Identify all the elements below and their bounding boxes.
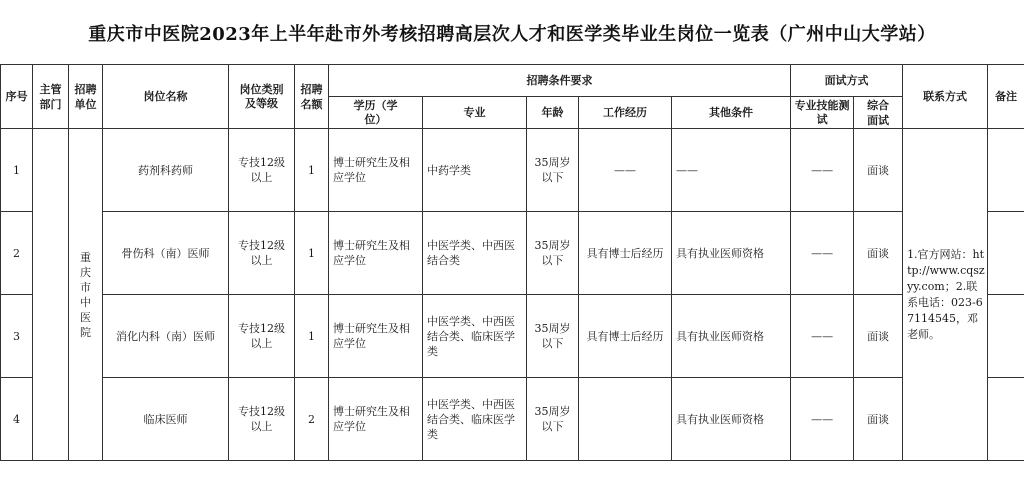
cell-age: 35周岁以下 [527, 378, 579, 461]
header-quota: 招聘名额 [295, 65, 329, 129]
cell-other: 具有执业医师资格 [672, 212, 791, 295]
header-interview: 面试方式 [791, 65, 903, 97]
page-title: 重庆市中医院2023年上半年赴市外考核招聘高层次人才和医学类毕业生岗位一览表（广州中山大学站） [88, 24, 936, 45]
cell-skill-test: —— [791, 212, 854, 295]
cell-age: 35周岁以下 [527, 129, 579, 212]
cell-age: 35周岁以下 [527, 212, 579, 295]
cell-comprehensive: 面谈 [854, 378, 903, 461]
cell-category: 专技12级以上 [229, 129, 295, 212]
header-other: 其他条件 [672, 97, 791, 129]
table-row [1, 129, 1024, 212]
header-unit: 招聘单位 [69, 65, 103, 129]
cell-other: 具有执业医师资格 [672, 295, 791, 378]
table-row [1, 212, 1024, 295]
table-row [1, 378, 1024, 461]
header-post: 岗位名称 [103, 65, 229, 129]
cell-category: 专技12级以上 [229, 212, 295, 295]
header-row-1 [1, 65, 1024, 97]
cell-quota: 1 [295, 129, 329, 212]
header-experience: 工作经历 [579, 97, 672, 129]
header-contact: 联系方式 [903, 65, 988, 129]
cell-seq: 1 [1, 129, 33, 212]
cell-seq: 2 [1, 212, 33, 295]
header-remark: 备注 [988, 65, 1024, 129]
table-row [1, 295, 1024, 378]
cell-experience [579, 378, 672, 461]
cell-education: 博士研究生及相应学位 [329, 212, 423, 295]
cell-category: 专技12级以上 [229, 378, 295, 461]
cell-major: 中医学类、中西医结合类 [423, 212, 527, 295]
cell-experience: —— [579, 129, 672, 212]
cell-post: 消化内科（南）医师 [103, 295, 229, 378]
cell-other: —— [672, 129, 791, 212]
cell-major: 中医学类、中西医结合类、临床医学类 [423, 295, 527, 378]
cell-seq: 4 [1, 378, 33, 461]
cell-age: 35周岁以下 [527, 295, 579, 378]
cell-skill-test: —— [791, 378, 854, 461]
header-requirements: 招聘条件要求 [329, 65, 791, 97]
cell-quota: 1 [295, 212, 329, 295]
header-category: 岗位类别及等级 [229, 65, 295, 129]
cell-post: 骨伤科（南）医师 [103, 212, 229, 295]
cell-quota: 1 [295, 295, 329, 378]
cell-contact: 1.官方网站：http://www.cqszyy.com；2.联系电话：023-67114545，邓老师。 [903, 129, 988, 461]
cell-comprehensive: 面谈 [854, 295, 903, 378]
cell-major: 中医学类、中西医结合类、临床医学类 [423, 378, 527, 461]
cell-remark [988, 378, 1024, 461]
header-seq: 序号 [1, 65, 33, 129]
cell-dept [33, 129, 69, 461]
cell-major: 中药学类 [423, 129, 527, 212]
cell-remark [988, 212, 1024, 295]
cell-remark [988, 129, 1024, 212]
cell-post: 药剂科药师 [103, 129, 229, 212]
cell-seq: 3 [1, 295, 33, 378]
header-dept: 主管部门 [33, 65, 69, 129]
cell-experience: 具有博士后经历 [579, 295, 672, 378]
cell-education: 博士研究生及相应学位 [329, 378, 423, 461]
cell-comprehensive: 面谈 [854, 129, 903, 212]
cell-skill-test: —— [791, 129, 854, 212]
header-education: 学历（学位） [329, 97, 423, 129]
cell-other: 具有执业医师资格 [672, 378, 791, 461]
cell-experience: 具有博士后经历 [579, 212, 672, 295]
header-age: 年龄 [527, 97, 579, 129]
header-skill-test: 专业技能测试 [791, 97, 854, 129]
cell-unit: 重庆市中医院 [69, 129, 103, 461]
cell-quota: 2 [295, 378, 329, 461]
cell-education: 博士研究生及相应学位 [329, 295, 423, 378]
header-major: 专业 [423, 97, 527, 129]
cell-comprehensive: 面谈 [854, 212, 903, 295]
cell-category: 专技12级以上 [229, 295, 295, 378]
job-table [0, 64, 1024, 461]
cell-skill-test: —— [791, 295, 854, 378]
header-comprehensive: 综合面试 [854, 97, 903, 129]
cell-remark [988, 295, 1024, 378]
cell-education: 博士研究生及相应学位 [329, 129, 423, 212]
cell-post: 临床医师 [103, 378, 229, 461]
